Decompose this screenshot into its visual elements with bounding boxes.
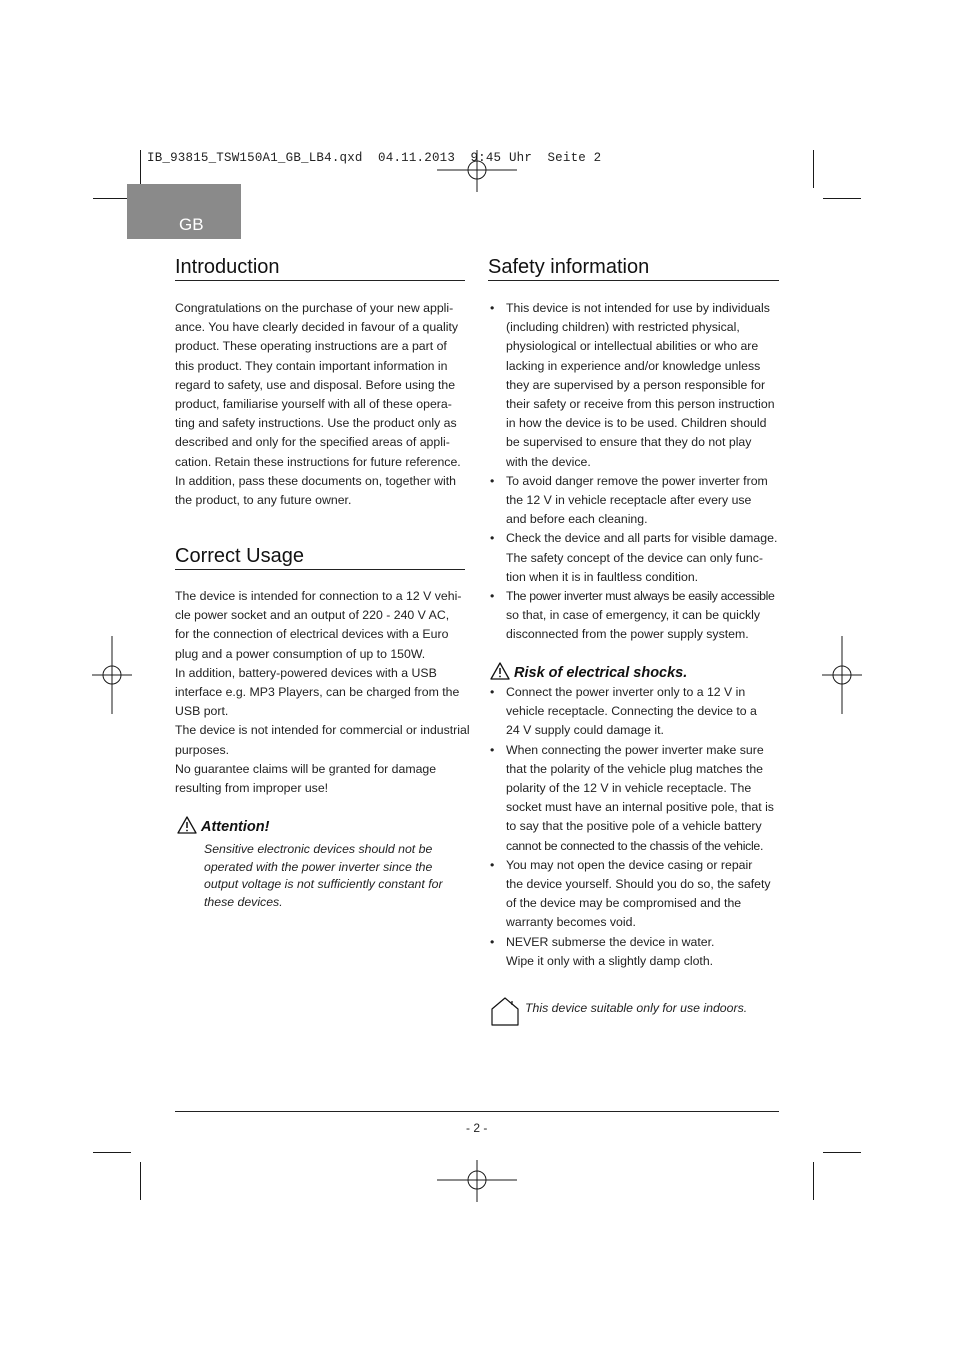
correct-usage-heading: Correct Usage xyxy=(175,545,465,570)
text-line: that the polarity of the vehicle plug matches the xyxy=(506,761,764,776)
text-line: operated with the power inverter since the xyxy=(204,859,433,874)
text-line: lacking in experience and/or knowledge unless xyxy=(506,358,761,373)
text-line: for the connection of electrical devices with a Euro xyxy=(175,627,449,642)
text-line: they are supervised by a person responsible for xyxy=(506,377,766,392)
footer-rule xyxy=(175,1111,779,1112)
crop-mark xyxy=(823,1152,861,1153)
text-line: warranty becomes void. xyxy=(506,915,636,930)
text-line: • When connecting the power inverter make sure xyxy=(506,742,764,757)
text-line: • This device is not intended for use by individuals xyxy=(506,301,770,315)
page-number: - 2 - xyxy=(466,1121,488,1135)
text-line: polarity of the 12 V in vehicle receptacle. The xyxy=(506,781,752,796)
list-item xyxy=(488,472,783,530)
text-line: the product, to any future owner. xyxy=(175,493,352,508)
attention-label: Attention! xyxy=(201,819,270,835)
text-line: tion when it is in faultless condition. xyxy=(506,569,699,584)
text-line: plug and a power consumption of up to 150W. xyxy=(175,646,426,661)
text-line: The device is intended for connection to a 12 V vehi- xyxy=(175,589,462,603)
text-line: Wipe it only with a slightly damp cloth. xyxy=(506,953,714,968)
crop-mark xyxy=(93,1152,131,1153)
text-line: ance. You have clearly decided in favour of a quality xyxy=(175,320,459,335)
text-line: (including children) with restricted physical, xyxy=(506,320,740,335)
crop-mark xyxy=(140,1162,141,1200)
crop-mark xyxy=(140,150,141,188)
language-tab xyxy=(127,184,241,239)
text-line: cle power socket and an output of 220 - 240 V AC, xyxy=(175,608,450,623)
text-line: so that, in case of emergency, it can be quickly xyxy=(506,608,761,623)
text-line: In addition, battery-powered devices with a USB xyxy=(175,665,437,680)
text-line: socket must have an internal positive pole, that is xyxy=(506,800,774,815)
print-slug: IB_93815_TSW150A1_GB_LB4.qxd 04.11.2013 9:45 Uhr Seite 2 xyxy=(147,151,602,165)
introduction-heading: Introduction xyxy=(175,256,465,281)
text-line: the device yourself. Should you do so, the safety xyxy=(506,877,771,892)
text-line: The safety concept of the device can only func- xyxy=(506,550,764,565)
list-item xyxy=(488,529,783,587)
text-line: with the device. xyxy=(506,454,591,469)
text-line: regard to safety, use and disposal. Before using the xyxy=(175,377,456,392)
list-item xyxy=(488,933,783,971)
text-line: In addition, pass these documents on, together with xyxy=(175,473,456,488)
text-line: Sensitive electronic devices should not be xyxy=(204,842,433,856)
safety-heading: Safety information xyxy=(488,256,779,281)
text-line: disconnected from the power supply system. xyxy=(506,627,749,642)
warning-triangle-icon xyxy=(177,816,197,834)
list-item xyxy=(488,741,783,856)
text-line: cation. Retain these instructions for future reference. xyxy=(175,454,461,469)
crop-mark xyxy=(823,198,861,199)
list-item xyxy=(488,683,783,741)
list-item xyxy=(488,299,783,472)
crop-mark xyxy=(813,1162,814,1200)
registration-mark-right xyxy=(822,636,862,714)
text-line: product. These operating instructions are a part of xyxy=(175,339,447,354)
text-line: be supervised to ensure that they do not play xyxy=(506,435,752,450)
text-line: • Check the device and all parts for visible damage. xyxy=(506,531,778,546)
registration-mark-top xyxy=(437,150,517,192)
text-line: • The power inverter must always be easily accessible xyxy=(506,589,775,604)
list-item xyxy=(488,856,783,933)
text-line: interface e.g. MP3 Players, can be charged from the xyxy=(175,685,460,700)
text-line: • Connect the power inverter only to a 12 V in xyxy=(506,685,746,699)
list-item xyxy=(488,587,783,645)
warning-triangle-icon xyxy=(490,662,510,680)
crop-mark xyxy=(813,150,814,188)
risk-list xyxy=(488,683,783,971)
text-line: this product. They contain important information in xyxy=(175,358,448,373)
risk-heading xyxy=(490,664,750,684)
text-line: described and only for the specified areas of appli- xyxy=(175,435,450,450)
safety-list xyxy=(488,299,783,645)
text-line: these devices. xyxy=(204,895,283,910)
indoor-house-icon xyxy=(490,996,520,1026)
text-line: USB port. xyxy=(175,704,229,719)
risk-label: Risk of electrical shocks. xyxy=(514,665,688,681)
text-line: the 12 V in vehicle receptacle after every use xyxy=(506,493,752,508)
attention-heading xyxy=(177,818,377,838)
text-line: vehicle receptacle. Connecting the device to a xyxy=(506,704,757,719)
text-line: No guarantee claims will be granted for damage xyxy=(175,761,437,776)
text-line: product, familiarise yourself with all of these opera- xyxy=(175,397,452,412)
attention-text xyxy=(204,841,469,912)
text-line: of the device may be compromised and the xyxy=(506,896,742,911)
correct-usage-text xyxy=(175,587,470,798)
registration-mark-left xyxy=(92,636,132,714)
text-line: • To avoid danger remove the power inverter from xyxy=(506,473,768,488)
text-line: ting and safety instructions. Use the product only as xyxy=(175,416,457,431)
text-line: • NEVER submerse the device in water. xyxy=(506,934,715,949)
text-line: physiological or intellectual abilities or who are xyxy=(506,339,759,354)
text-line: • You may not open the device casing or repair xyxy=(506,857,753,872)
crop-mark xyxy=(93,198,131,199)
text-line: their safety or receive from this person instruction xyxy=(506,397,775,412)
text-line: cannot be connected to the chassis of the vehicle. xyxy=(506,838,764,853)
text-line: to say that the positive pole of a vehicle battery xyxy=(506,819,762,834)
introduction-text xyxy=(175,299,470,510)
language-tab-label: GB xyxy=(179,215,204,234)
text-line: resulting from improper use! xyxy=(175,781,329,796)
text-line: 24 V supply could damage it. xyxy=(506,723,664,738)
text-line: Congratulations on the purchase of your new appli- xyxy=(175,301,454,315)
text-line: The device is not intended for commercial or industrial xyxy=(175,723,470,738)
text-line: purposes. xyxy=(175,742,230,757)
text-line: output voltage is not sufficiently constant for xyxy=(204,877,443,892)
indoor-note: This device suitable only for use indoors. xyxy=(525,1001,748,1015)
text-line: in how the device is to be used. Children should xyxy=(506,416,767,431)
text-line: and before each cleaning. xyxy=(506,512,648,527)
registration-mark-bottom xyxy=(437,1160,517,1202)
